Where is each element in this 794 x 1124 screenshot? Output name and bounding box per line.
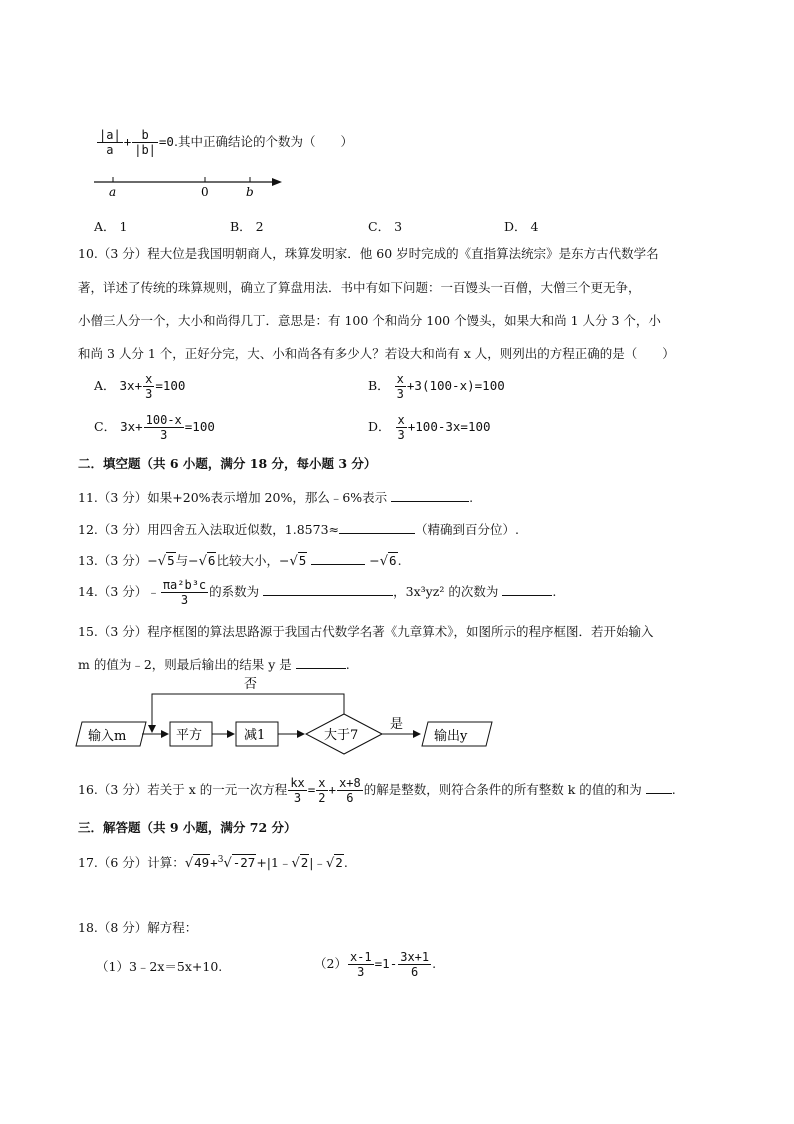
section-2-heading: 二．填空题（共 6 小题，满分 18 分，每小题 3 分） [78, 456, 377, 471]
q17-abs-close: |﹣ [309, 855, 326, 871]
q18-title: 18.（8 分）解方程： [78, 920, 198, 935]
option-expr-post: +3(100-x)=100 [406, 378, 505, 393]
numerator: b [132, 128, 158, 143]
q12 [78, 521, 519, 538]
option-letter: D． [368, 419, 391, 434]
denominator: 3 [357, 965, 365, 979]
q9-option-a[interactable] [94, 217, 127, 235]
radical-icon: √ [157, 554, 167, 569]
denominator: 3 [160, 428, 168, 442]
denominator: 6 [346, 791, 354, 805]
numerator: kx [290, 776, 305, 790]
denominator: a [106, 143, 114, 157]
radicand: 6 [389, 553, 397, 568]
option-letter: C． [368, 219, 391, 234]
fraction-abs-a-over-a [97, 128, 123, 157]
option-fraction [395, 372, 406, 401]
option-expr-post: =100 [184, 419, 215, 434]
axis-label-b: b [246, 185, 254, 198]
denominator: 3 [293, 791, 302, 805]
option-expr-pre: 3x+ [119, 378, 143, 393]
q15-answer-blank[interactable] [296, 656, 346, 669]
square-step-label: 平方 [176, 728, 203, 743]
denominator: 6 [411, 965, 419, 979]
q11-answer-blank[interactable] [391, 489, 469, 502]
q9-option-b[interactable] [230, 217, 264, 235]
denominator: 3 [396, 387, 404, 401]
q18-part-2 [314, 950, 436, 979]
q15-line-2 [78, 656, 350, 673]
radical-icon: √ [223, 856, 232, 872]
option-fraction [143, 372, 154, 401]
q10-line-2: 著，详述了传统的珠算规则，确立了算盘用法．书中有如下问题：一百馒头一百僧，大僧三个更无争， [78, 280, 641, 295]
radical-icon: √ [379, 554, 389, 569]
q13-connector: 与 [175, 553, 189, 568]
q14-text-2: ，3x³yz² 的次数为 [393, 584, 499, 599]
plus-sign: + [328, 782, 337, 797]
q17-prefix: 17.（6 分）计算： [78, 855, 185, 871]
radicand: -27 [232, 855, 256, 871]
output-label: 输出y [434, 729, 468, 744]
condition-label: 大于7 [324, 728, 359, 743]
q14-end: . [552, 584, 557, 599]
radicand: 2 [335, 855, 343, 871]
numerator: x [396, 372, 404, 386]
option-letter: C． [94, 419, 117, 434]
option-text: 1 [119, 219, 128, 234]
q13-instruction: 比较大小， [216, 553, 279, 568]
q16-prefix: 16.（3 分）若关于 x 的一元一次方程 [78, 782, 288, 797]
fraction-b-over-abs-b [132, 128, 158, 157]
program-flowchart [72, 674, 502, 760]
numerator: x [145, 372, 153, 386]
q18-fraction-2 [398, 950, 431, 979]
option-text: 4 [530, 219, 539, 234]
radical-icon: √ [198, 554, 207, 569]
q16-fraction-3 [337, 776, 363, 805]
q14-answer-blank-2[interactable] [502, 583, 552, 596]
radicand: 5 [298, 553, 307, 568]
q15-line-1: 15.（3 分）程序框图的算法思路源于我国古代数学名著《九章算术》，如图所示的程序框图．若开始输入 [78, 624, 654, 639]
q18-fraction-1 [348, 950, 374, 979]
numerator: 100-x [145, 413, 182, 427]
q14-prefix: 14.（3 分）﹣ [78, 584, 160, 599]
q15-end: . [345, 657, 350, 672]
minus-sign: − [369, 553, 380, 568]
option-expr-pre: 3x+ [120, 419, 143, 434]
minus-sign: − [147, 553, 158, 568]
option-letter: A． [94, 378, 116, 393]
plus-sign: + [210, 855, 218, 871]
q17-end: . [343, 855, 348, 871]
equals-sign: = [307, 782, 316, 797]
q16-fraction-1 [288, 776, 306, 805]
q13 [78, 552, 402, 570]
q9-option-d[interactable] [504, 217, 538, 235]
numerator: x [318, 776, 326, 790]
q17 [78, 852, 348, 872]
q10-option-c[interactable] [94, 413, 215, 442]
q16-answer-blank[interactable] [646, 781, 672, 794]
option-letter: D． [504, 219, 527, 234]
option-expr-post: +100-3x=100 [407, 419, 491, 434]
radicand: 6 [207, 553, 216, 568]
option-text: 2 [255, 219, 264, 234]
denominator: 2 [318, 791, 326, 805]
q16-end: . [671, 782, 676, 797]
q11-end: . [469, 490, 474, 505]
q10-option-d[interactable] [368, 413, 491, 442]
radical-icon: √ [326, 856, 335, 872]
numerator: πa²b³c [162, 578, 207, 592]
numerator: |a| [99, 128, 121, 142]
denominator: 3 [145, 387, 153, 401]
q11 [78, 489, 473, 506]
q10-option-a[interactable] [94, 372, 185, 401]
equals-zero: =0 [158, 134, 174, 149]
axis-label-a: a [109, 185, 117, 198]
numerator: x [397, 413, 405, 427]
minus-sign: − [278, 553, 290, 568]
denominator: 3 [180, 593, 189, 607]
q13-answer-blank[interactable] [311, 552, 365, 565]
q10-line-1: 10.（3 分）程大位是我国明朝商人，珠算发明家．他 60 岁时完成的《直指算法统宗》是东方古代数学名 [78, 246, 659, 261]
q16-text: 的解是整数，则符合条件的所有整数 k 的值的和为 [363, 782, 642, 797]
number-line [90, 172, 290, 198]
q9-question-tail: .其中正确结论的个数为（ ） [173, 134, 353, 149]
option-expr-post: =100 [155, 378, 186, 393]
denominator: |b| [134, 143, 156, 157]
yes-label: 是 [390, 717, 404, 732]
q16-fraction-2 [316, 776, 327, 805]
cube-root-index: 3 [217, 855, 224, 865]
option-fraction [144, 413, 184, 442]
q14-answer-blank-1[interactable] [263, 583, 393, 596]
radicand: 2 [300, 855, 309, 871]
denominator: 3 [397, 428, 405, 442]
q16 [78, 776, 676, 805]
option-letter: A． [94, 219, 116, 234]
numerator: x+8 [339, 776, 361, 790]
minus-sign: − [188, 553, 199, 568]
q13-end: . [397, 553, 402, 568]
radicand: 5 [167, 553, 175, 568]
input-label: 输入m [88, 729, 127, 744]
equals-one-minus: =1- [374, 956, 398, 971]
minus-one-step-label: 减1 [244, 728, 266, 743]
q9-expression: $\frac{|a|}{a}$ + $\frac{b}{|b|}$ =0.其中正确结论的个数为（ ） [99, 128, 353, 157]
q17-abs-open: +|1﹣ [256, 855, 292, 871]
option-letter: B． [368, 378, 390, 393]
q14-text-1: 的系数为 [209, 584, 260, 599]
section-3-heading: 三．解答题（共 9 小题，满分 72 分） [78, 820, 297, 835]
q14-fraction [161, 578, 208, 607]
q15-text: m 的值为﹣2，则最后输出的结果 y 是 [78, 657, 292, 672]
q14 [78, 578, 556, 607]
q12-answer-blank[interactable] [339, 521, 415, 534]
loop-back-arrow [152, 694, 344, 732]
q18-part-1: （1）3﹣2x＝5x+10. [96, 959, 223, 974]
q10-line-3: 小僧三人分一个，大小和尚得几丁．意思是：有 100 个和尚分 100 个馒头，如果大和尚 1 人分 3 个，小 [78, 313, 661, 328]
q11-text: 11.（3 分）如果+20%表示增加 20%，那么﹣6%表示 [78, 490, 388, 505]
q18-end: . [432, 956, 437, 971]
option-text: 3 [394, 219, 403, 234]
q10-option-b[interactable] [368, 372, 505, 401]
radical-icon: √ [289, 554, 298, 569]
no-label: 否 [244, 677, 258, 692]
q13-prefix: 13.（3 分） [78, 553, 148, 568]
q12-end: （精确到百分位）. [415, 522, 520, 537]
axis-label-0: 0 [201, 185, 209, 198]
radicand: 49 [194, 855, 210, 871]
option-fraction [396, 413, 407, 442]
radical-icon: √ [291, 856, 300, 872]
q9-option-c[interactable] [368, 217, 402, 235]
q18-part-2-prefix: （2） [314, 956, 347, 971]
radical-icon: √ [184, 856, 194, 872]
q12-text: 12.（3 分）用四舍五入法取近似数，1.8573≈ [78, 522, 340, 537]
option-letter: B． [230, 219, 252, 234]
q10-line-4: 和尚 3 人分 1 个，正好分完，大、小和尚各有多少人？若设大和尚有 x 人，则列出的方程正确的是（ ） [78, 346, 675, 361]
numerator: 3x+1 [400, 950, 430, 964]
numerator: x-1 [349, 950, 372, 964]
